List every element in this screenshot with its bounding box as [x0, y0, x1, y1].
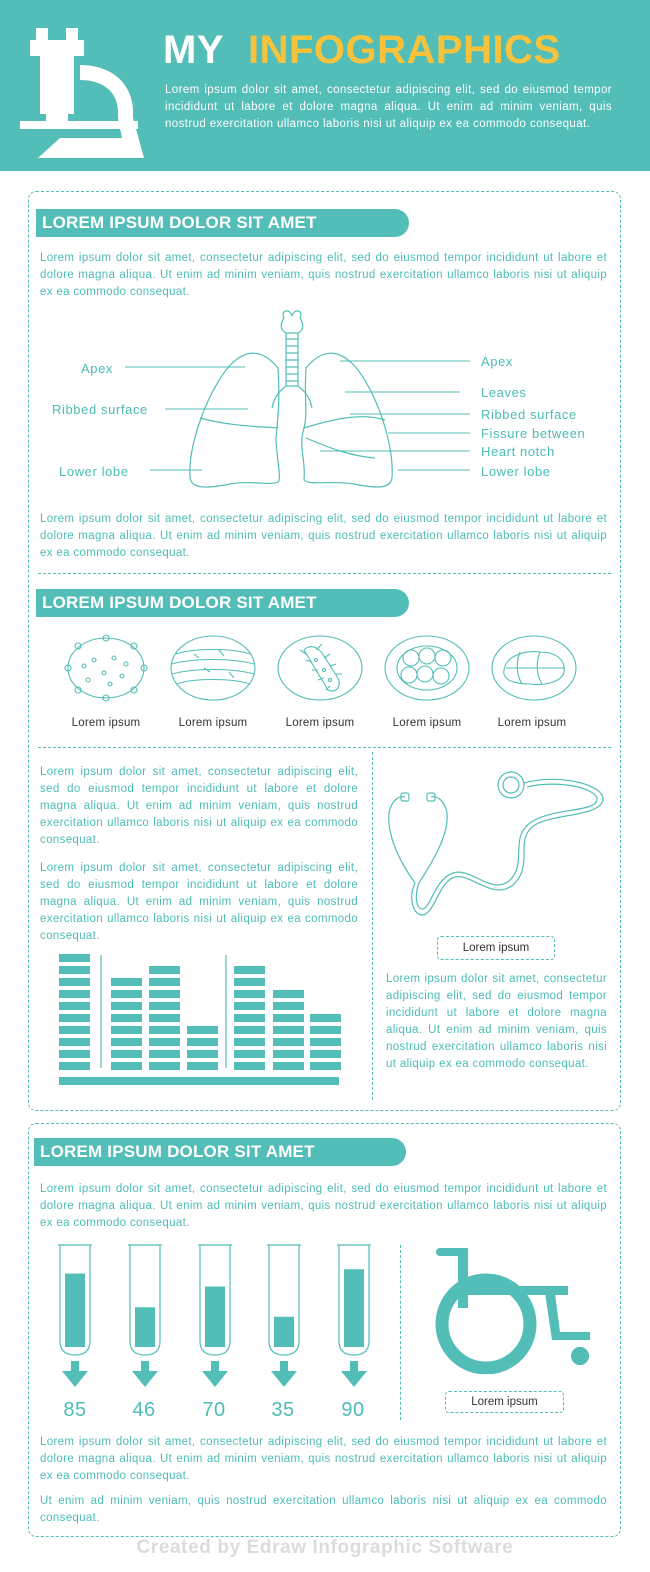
bar-block — [310, 1014, 341, 1022]
bar-column — [273, 990, 304, 1070]
cell-label: Lorem ipsum — [392, 717, 462, 729]
cell-label: Lorem ipsum — [285, 717, 355, 729]
divider-vertical — [372, 752, 373, 1100]
bar-block — [273, 990, 304, 998]
bar-block — [310, 1038, 341, 1046]
bar-block — [111, 1002, 142, 1010]
bar-block — [149, 1050, 180, 1058]
bar-block — [273, 1062, 304, 1070]
cell-cluster-icon — [385, 636, 469, 700]
lung-right-label: Heart notch — [481, 444, 555, 459]
title-my: MY — [163, 28, 224, 72]
bacteria-icon — [278, 636, 362, 700]
bar-block — [273, 1026, 304, 1034]
cell-label: Lorem ipsum — [497, 717, 567, 729]
cell-icons-row — [54, 628, 594, 708]
lung-left-label: Ribbed surface — [52, 402, 148, 417]
down-arrow-icon — [202, 1361, 228, 1387]
divider-vertical — [400, 1245, 401, 1420]
bar-block — [149, 978, 180, 986]
lung-right-label: Leaves — [481, 385, 527, 400]
bar-column — [111, 978, 142, 1070]
section1-banner: LOREM IPSUM DOLOR SIT AMET — [36, 209, 409, 237]
bar-block — [59, 1062, 90, 1070]
bar-block — [149, 1026, 180, 1034]
section3-outro1: Lorem ipsum dolor sit amet, consectetur adipiscing elit, sed do eiusmod tempor incididunt ut labore et dolore magna aliqua. Ut enim ad minim veniam, quis nostrud exercitation ullamco laboris nisi ut aliquip ex ea commodo consequat. — [40, 1436, 607, 1482]
bar-block — [111, 1062, 142, 1070]
bar-block — [111, 1050, 142, 1058]
bar-block — [234, 1014, 265, 1022]
down-arrow-icon — [271, 1361, 297, 1387]
section2-banner: LOREM IPSUM DOLOR SIT AMET — [36, 589, 409, 617]
bar-block — [234, 990, 265, 998]
bar-block — [149, 1014, 180, 1022]
lung-right-label: Lower lobe — [481, 464, 551, 479]
down-arrow-icon — [341, 1361, 367, 1387]
down-arrow-icon — [62, 1361, 88, 1387]
bar-block — [149, 966, 180, 974]
bar-block — [59, 1038, 90, 1046]
test-tube — [128, 1245, 162, 1387]
lung-right-label: Fissure between — [481, 426, 586, 441]
bar-block — [234, 1062, 265, 1070]
tube-value: 90 — [341, 1399, 365, 1421]
tube-value: 35 — [271, 1399, 295, 1421]
test-tube — [198, 1245, 232, 1387]
wheelchair-icon — [418, 1244, 598, 1374]
bar-block — [111, 1038, 142, 1046]
bar-block — [234, 1050, 265, 1058]
bar-block — [234, 966, 265, 974]
section3-intro: Lorem ipsum dolor sit amet, consectetur adipiscing elit, sed do eiusmod tempor incididunt ut labore et dolore magna aliqua. Ut enim ad minim veniam, quis nostrud exercitation ullamco laboris nisi ut aliquip ex ea commodo consequat. — [40, 1183, 607, 1229]
bar-block — [187, 1038, 218, 1046]
bar-column — [310, 1014, 341, 1070]
tube-fill — [205, 1287, 225, 1347]
section2-para1: Lorem ipsum dolor sit amet, consectetur adipiscing elit, sed do eiusmod tempor incididunt ut labore et dolore magna aliqua. Ut enim ad minim veniam, quis nostrud exercitation ullamco laboris nisi ut aliquip ex ea commodo consequat. — [40, 766, 358, 846]
stethoscope-icon — [385, 765, 610, 925]
wheelchair-label: Lorem ipsum — [445, 1391, 564, 1413]
bar-column — [234, 966, 265, 1070]
bar-block — [149, 1062, 180, 1070]
bar-block — [111, 990, 142, 998]
bar-block — [111, 1026, 142, 1034]
bar-block — [59, 1026, 90, 1034]
bar-block — [310, 1050, 341, 1058]
section3-banner: LOREM IPSUM DOLOR SIT AMET — [34, 1138, 406, 1166]
virus-icon — [65, 635, 147, 701]
bar-block — [149, 1002, 180, 1010]
cell-label: Lorem ipsum — [71, 717, 141, 729]
bar-block — [149, 990, 180, 998]
lung-right-label: Apex — [481, 354, 514, 369]
bar-block — [111, 978, 142, 986]
bar-block — [234, 978, 265, 986]
section3-outro2: Ut enim ad minim veniam, quis nostrud exercitation ullamco laboris nisi ut aliquip ex ea commodo consequat. — [40, 1495, 607, 1524]
tube-fill — [344, 1269, 364, 1347]
bar-column — [149, 966, 180, 1070]
bar-block — [273, 1038, 304, 1046]
bar-block — [59, 966, 90, 974]
bar-block — [187, 1050, 218, 1058]
bar-block — [59, 954, 90, 962]
header-band — [0, 0, 650, 171]
section2-para3: Lorem ipsum dolor sit amet, consectetur adipiscing elit, sed do eiusmod tempor incididunt ut labore et dolore magna aliqua. Ut enim ad minim veniam, quis nostrud exercitation ullamco laboris nisi ut aliquip ex ea commodo consequat. — [386, 973, 607, 1070]
bar-block — [59, 978, 90, 986]
block-bar-chart — [56, 950, 346, 1090]
bar-block — [273, 1002, 304, 1010]
tube-fill — [135, 1307, 155, 1347]
test-tube-chart — [40, 1243, 390, 1393]
tube-value: 85 — [63, 1399, 87, 1421]
bar-block — [310, 1062, 341, 1070]
title-infographics: INFOGRAPHICS — [248, 28, 561, 72]
bar-block — [273, 1050, 304, 1058]
tube-value: 46 — [132, 1399, 156, 1421]
lung-left-label: Lower lobe — [59, 464, 129, 479]
bar-block — [234, 1038, 265, 1046]
cell-division-icon — [492, 636, 576, 700]
divider — [38, 747, 611, 748]
bar-column — [59, 954, 90, 1070]
section1-intro: Lorem ipsum dolor sit amet, consectetur adipiscing elit, sed do eiusmod tempor incididunt ut labore et dolore magna aliqua. Ut enim ad minim veniam, quis nostrud exercitation ullamco laboris nisi ut aliquip ex ea commodo consequat. — [40, 252, 607, 298]
bar-block — [149, 1038, 180, 1046]
tube-value: 70 — [202, 1399, 226, 1421]
section2-para2: Lorem ipsum dolor sit amet, consectetur adipiscing elit, sed do eiusmod tempor incididunt ut labore et dolore magna aliqua. Ut enim ad minim veniam, quis nostrud exercitation ullamco laboris nisi ut aliquip ex ea commodo consequat. — [40, 862, 358, 942]
test-tube — [58, 1245, 92, 1387]
bar-block — [310, 1026, 341, 1034]
bar-block — [273, 1014, 304, 1022]
down-arrow-icon — [132, 1361, 158, 1387]
test-tube — [267, 1245, 301, 1387]
bar-block — [59, 990, 90, 998]
bar-block — [59, 1002, 90, 1010]
bar-block — [187, 1026, 218, 1034]
stethoscope-label: Lorem ipsum — [437, 936, 555, 960]
lung-right-label: Ribbed surface — [481, 407, 577, 422]
divider — [38, 573, 611, 574]
bar-block — [234, 1002, 265, 1010]
bar-block — [111, 1014, 142, 1022]
bar-block — [59, 1050, 90, 1058]
footer-credit: Created by Edraw Infographic Software — [136, 1537, 514, 1558]
lung-left-label: Apex — [81, 361, 114, 376]
cell-label: Lorem ipsum — [178, 717, 248, 729]
bar-column — [187, 1026, 218, 1070]
microscope-icon — [18, 20, 148, 160]
bar-block — [234, 1026, 265, 1034]
header-description: Lorem ipsum dolor sit amet, consectetur adipiscing elit, sed do eiusmod tempor incididunt ut labore et dolore magna aliqua. Ut enim ad minim veniam, quis nostrud exercitation ullamco laboris nisi ut aliquip ex ea commodo consequat. — [165, 84, 612, 130]
bar-block — [59, 1014, 90, 1022]
lung-leader-lines — [120, 355, 475, 480]
tube-fill — [274, 1317, 294, 1347]
bar-block — [187, 1062, 218, 1070]
section1-outro: Lorem ipsum dolor sit amet, consectetur adipiscing elit, sed do eiusmod tempor incididunt ut labore et dolore magna aliqua. Ut enim ad minim veniam, quis nostrud exercitation ullamco laboris nisi ut aliquip ex ea commodo consequat. — [40, 513, 607, 559]
tube-fill — [65, 1274, 85, 1347]
muscle-tissue-icon — [171, 636, 255, 700]
test-tube — [337, 1245, 371, 1387]
